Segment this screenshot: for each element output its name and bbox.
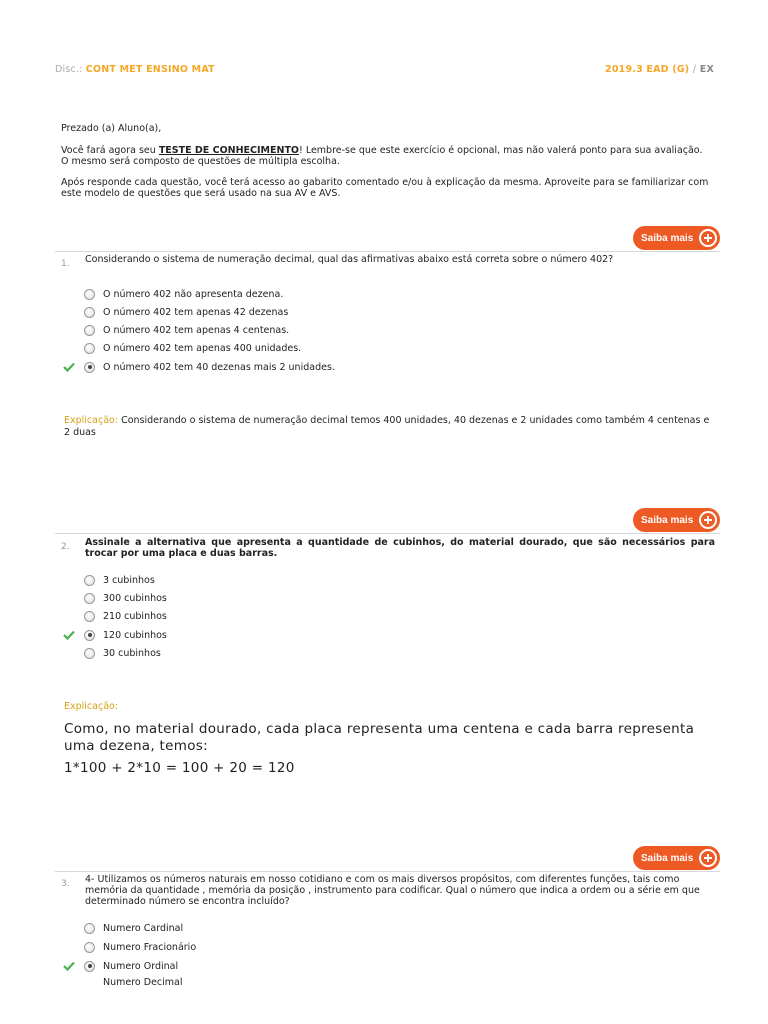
exam-type: EX [699, 64, 714, 75]
radio-button[interactable] [84, 923, 95, 934]
explanation-formula: 1*100 + 2*10 = 100 + 20 = 120 [64, 760, 295, 776]
question-number: 2. [61, 542, 70, 552]
explanation [64, 415, 714, 439]
radio-button[interactable] [84, 575, 95, 586]
option[interactable]: Numero Cardinal [84, 921, 183, 935]
radio-button-selected[interactable] [84, 362, 95, 373]
intro-paragraph-2: Após responde cada questão, você terá acesso ao gabarito comentado e/ou à explicação da mesma. Aproveite para se familiarizar com este modelo de questões que será usado na sua AV e AVS. [61, 177, 709, 199]
radio-button-selected[interactable] [84, 961, 95, 972]
explanation-text: Como, no material dourado, cada placa representa uma centena e cada barra representa uma dezena, temos: [64, 721, 695, 754]
option[interactable]: O número 402 não apresenta dezena. [84, 287, 283, 301]
question-number: 1. [61, 259, 70, 269]
radio-button[interactable] [84, 648, 95, 659]
radio-button[interactable] [84, 343, 95, 354]
option-selected[interactable]: 120 cubinhos [84, 628, 167, 642]
saiba-mais-button[interactable]: Saiba mais [633, 508, 720, 532]
intro-greeting: Prezado (a) Aluno(a), [61, 123, 162, 134]
plus-icon [699, 229, 717, 247]
period-separator: / [692, 64, 697, 75]
question-text: Assinale a alternativa que apresenta a quantidade de cubinhos, do material dourado, que são necessários para trocar por uma placa e duas barras. [85, 537, 715, 559]
radio-button[interactable] [84, 325, 95, 336]
option[interactable]: 210 cubinhos [84, 609, 167, 623]
disc-name: CONT MET ENSINO MAT [85, 64, 215, 75]
radio-button[interactable] [84, 942, 95, 953]
divider [55, 251, 720, 252]
radio-button-selected[interactable] [84, 630, 95, 641]
radio-button[interactable] [84, 611, 95, 622]
radio-button[interactable] [84, 593, 95, 604]
saiba-mais-button[interactable]: Saiba mais [633, 226, 720, 250]
discipline-header [55, 64, 215, 75]
period: 2019.3 EAD (G) [605, 64, 690, 75]
correct-check-icon [63, 362, 75, 372]
period-header [605, 64, 714, 75]
option-selected[interactable]: Numero Ordinal [84, 959, 178, 973]
option[interactable]: Numero Fracionário [84, 940, 196, 954]
divider [55, 871, 720, 872]
divider [55, 533, 720, 534]
option[interactable]: 30 cubinhos [84, 646, 161, 660]
explanation-label: Explicação: [64, 701, 119, 712]
intro-emphasis: TESTE DE CONHECIMENTO [158, 145, 299, 156]
correct-check-icon [63, 961, 75, 971]
correct-check-icon [63, 630, 75, 640]
option[interactable]: Numero Decimal [103, 976, 183, 988]
option[interactable]: 300 cubinhos [84, 591, 167, 605]
question-number: 3. [61, 879, 70, 889]
disc-label: Disc.: [55, 64, 83, 75]
option[interactable]: O número 402 tem apenas 400 unidades. [84, 341, 301, 355]
radio-button[interactable] [84, 307, 95, 318]
question-text: Considerando o sistema de numeração decimal, qual das afirmativas abaixo está correta sobre o número 402? [85, 254, 614, 265]
option[interactable]: O número 402 tem apenas 4 centenas. [84, 323, 289, 337]
saiba-mais-button[interactable]: Saiba mais [633, 846, 720, 870]
question-text: 4- Utilizamos os números naturais em nosso cotidiano e com os mais diversos propósitos, com diferentes funções, tais como memória da quantidade , memória da posição , instrumento para codificar. Qual o número que indica a ordem ou a série em que determinado número se encontra incluído? [85, 874, 700, 907]
intro-paragraph-1: Você fará agora seu TESTE DE CONHECIMENTO! Lembre-se que este exercício é opcional, mas não valerá ponto para sua avaliação. O mesmo será composto de questões de múltipla escolha. [61, 145, 703, 167]
explanation-label: Explicação: [64, 415, 119, 426]
explanation-text: Considerando o sistema de numeração decimal temos 400 unidades, 40 dezenas e 2 unidades como também 4 centenas e 2 duas [64, 415, 710, 438]
plus-icon [699, 511, 717, 529]
option[interactable]: 3 cubinhos [84, 573, 155, 587]
radio-button[interactable] [84, 289, 95, 300]
plus-icon [699, 849, 717, 867]
option-selected[interactable]: O número 402 tem 40 dezenas mais 2 unidades. [84, 360, 335, 374]
option[interactable]: O número 402 tem apenas 42 dezenas [84, 305, 288, 319]
